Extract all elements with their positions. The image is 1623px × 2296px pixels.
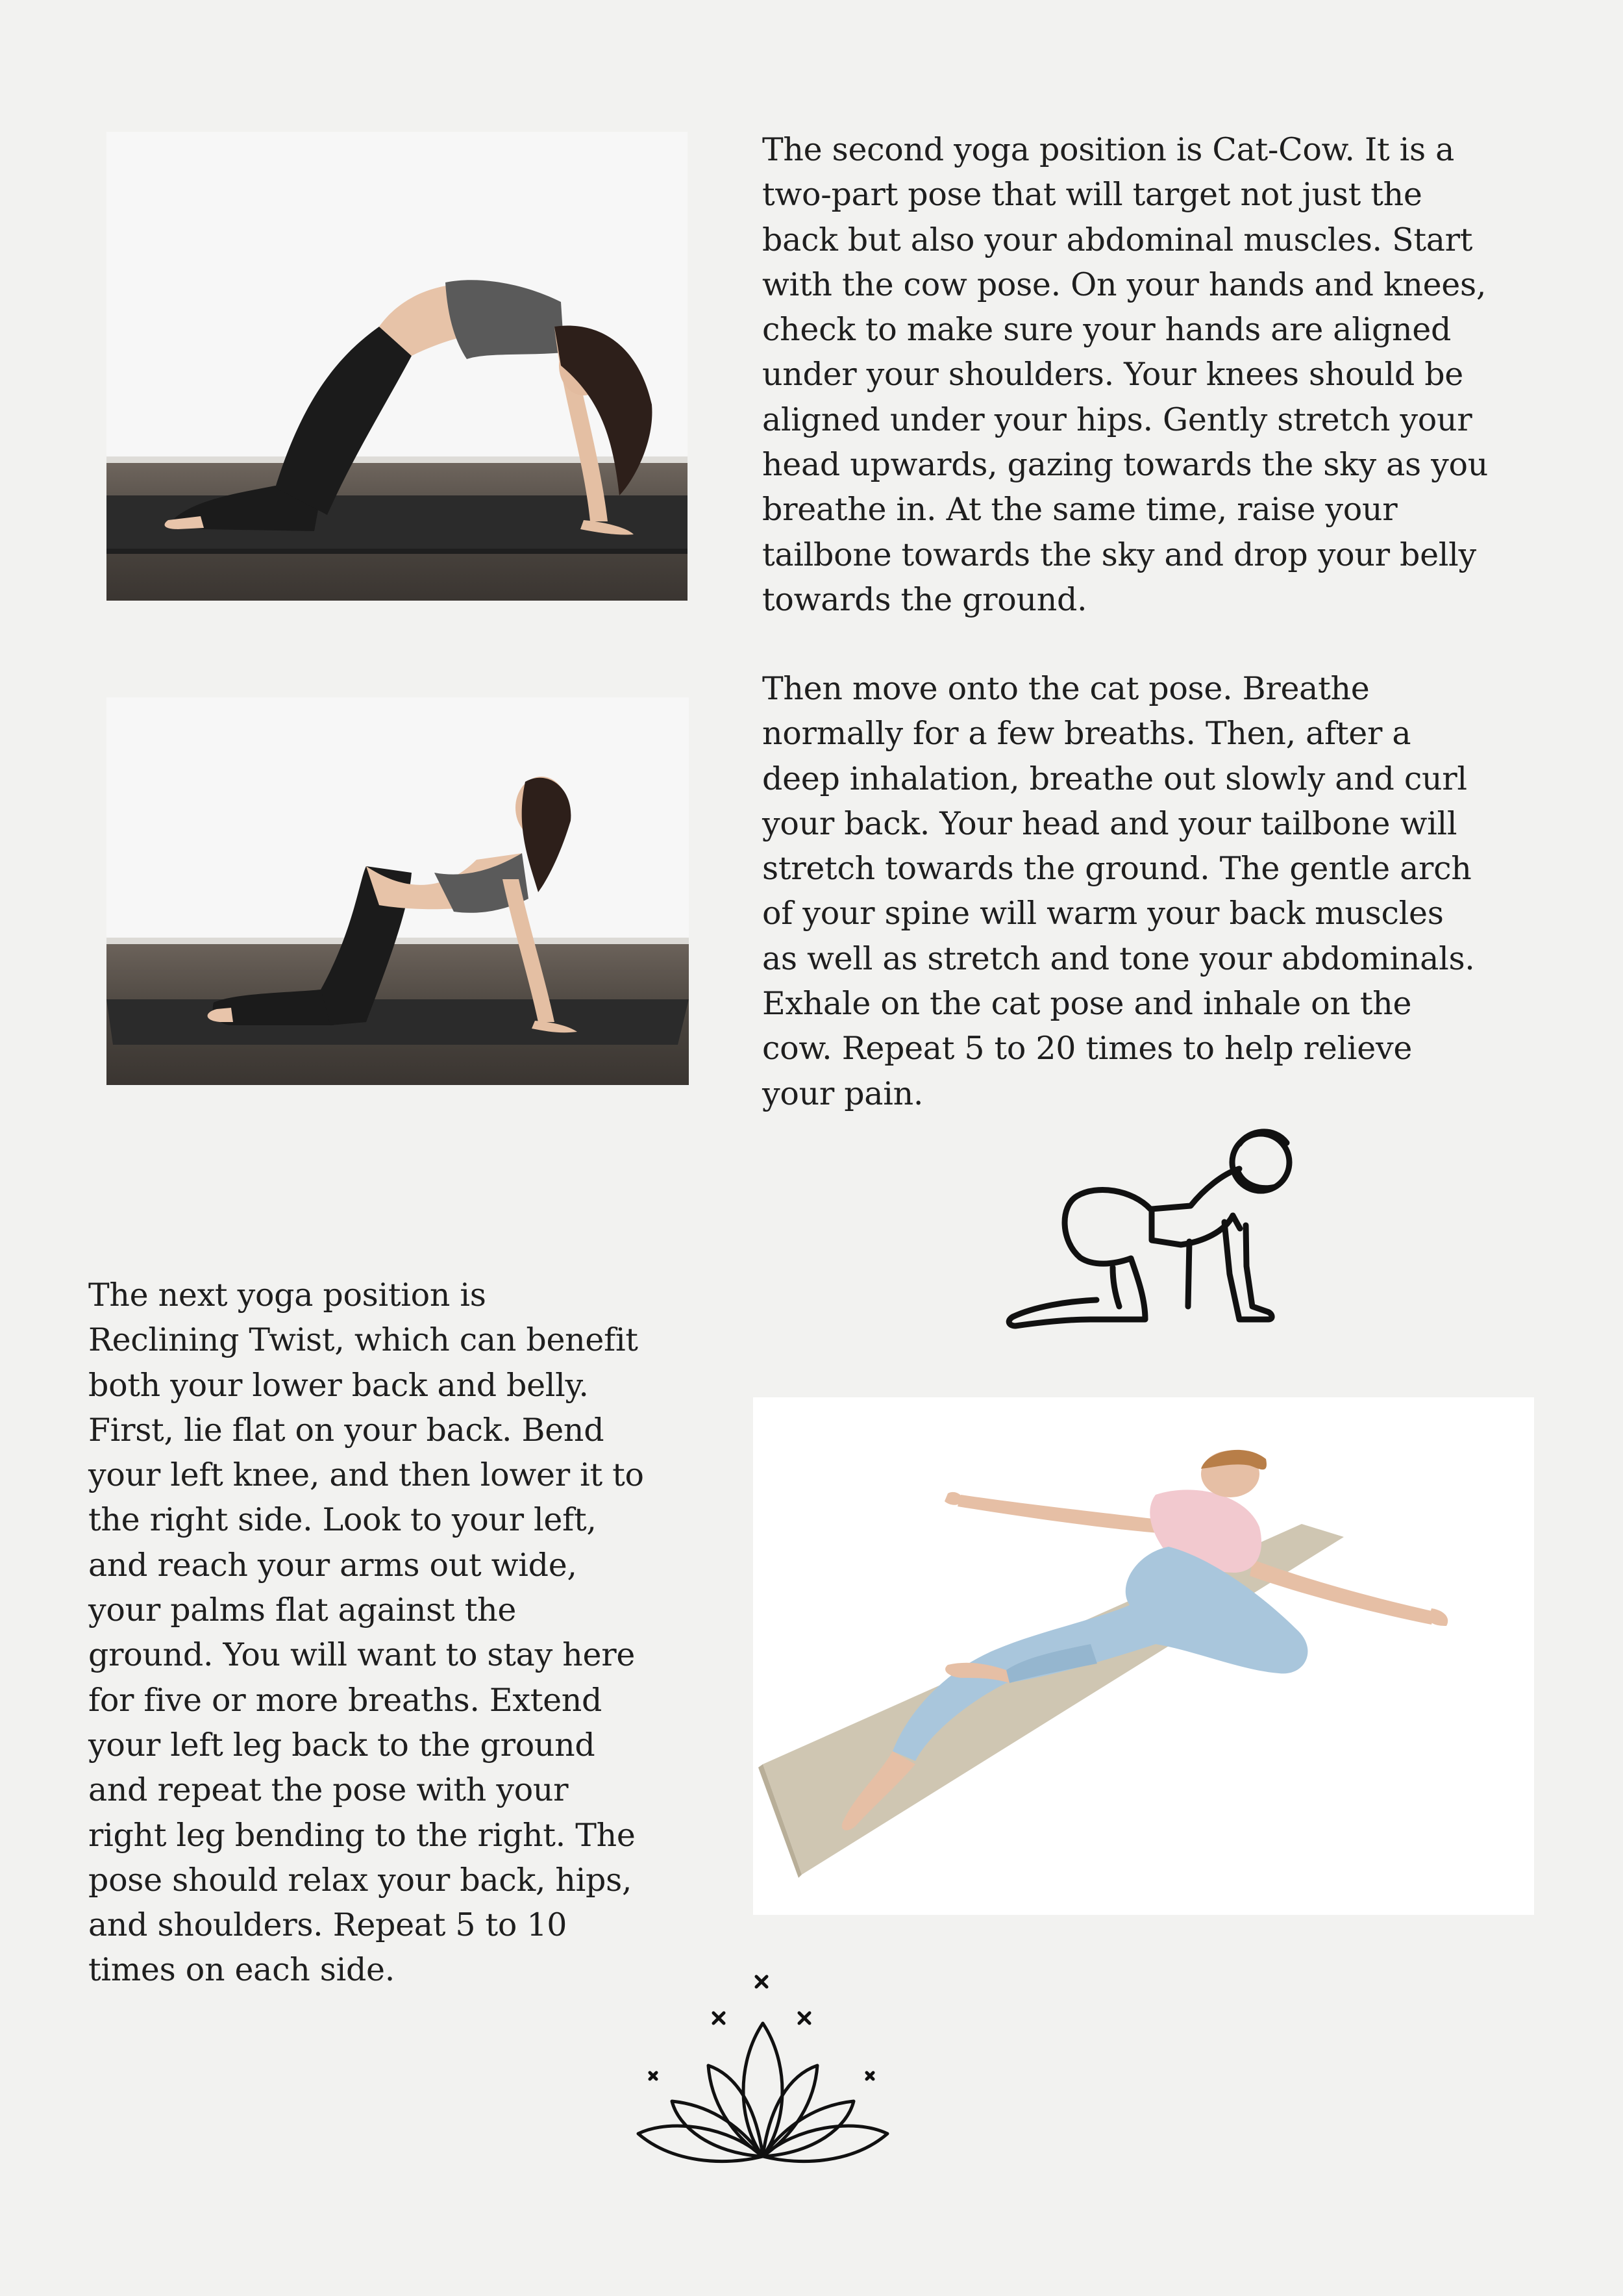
text-line: head upwards, gazing towards the sky as you — [762, 446, 1489, 484]
text-line: and reach your arms out wide, — [88, 1546, 577, 1584]
text-line: with the cow pose. On your hands and knees, — [762, 266, 1487, 303]
text-line: stretch towards the ground. The gentle arch — [762, 850, 1472, 888]
text-line: The second yoga position is Cat-Cow. It is a — [762, 131, 1455, 168]
text-line: check to make sure your hands are aligned — [762, 311, 1452, 349]
text-line: your palms flat against the — [88, 1591, 517, 1629]
text-line: aligned under your hips. Gently stretch your — [762, 401, 1472, 438]
reclining-twist-photo — [753, 1397, 1534, 1915]
text-line: your back. Your head and your tailbone will — [762, 805, 1457, 842]
text-line: your left leg back to the ground — [88, 1726, 595, 1764]
text-line: your left knee, and then lower it to — [88, 1456, 644, 1494]
text-line: Exhale on the cat pose and inhale on the — [762, 985, 1412, 1023]
text-line: times on each side. — [88, 1951, 395, 1989]
text-line: First, lie flat on your back. Bend — [88, 1411, 604, 1449]
text-line: your pain. — [762, 1075, 924, 1112]
catcow-intro-paragraph — [762, 127, 1488, 622]
text-line: under your shoulders. Your knees should be — [762, 356, 1463, 393]
text-line: back but also your abdominal muscles. Start — [762, 221, 1473, 258]
text-line: Reclining Twist, which can benefit — [88, 1321, 638, 1359]
text-line: the right side. Look to your left, — [88, 1501, 597, 1539]
text-line: deep inhalation, breathe out slowly and curl — [762, 760, 1467, 797]
text-line: for five or more breaths. Extend — [88, 1681, 602, 1719]
text-line: of your spine will warm your back muscles — [762, 895, 1444, 932]
cat-pose-paragraph — [762, 666, 1475, 1116]
text-line: The next yoga position is — [88, 1277, 486, 1314]
reclining-twist-paragraph — [88, 1273, 644, 1993]
cat-pose-photo — [106, 132, 688, 601]
text-line: both your lower back and belly. — [88, 1366, 589, 1404]
cow-pose-photo — [106, 697, 689, 1085]
text-line: and shoulders. Repeat 5 to 10 — [88, 1906, 567, 1944]
text-line: two-part pose that will target not just the — [762, 176, 1422, 214]
text-line: cow. Repeat 5 to 20 times to help relieve — [762, 1030, 1413, 1067]
cat-cow-pose-icon — [983, 1112, 1302, 1338]
text-line: pose should relax your back, hips, — [88, 1861, 632, 1899]
text-line: tailbone towards the sky and drop your belly — [762, 536, 1476, 573]
text-line: ground. You will want to stay here — [88, 1636, 636, 1674]
lotus-flower-icon — [633, 1971, 893, 2166]
text-line: normally for a few breaths. Then, after a — [762, 715, 1411, 753]
text-line: Then move onto the cat pose. Breathe — [762, 670, 1370, 707]
text-line: as well as stretch and tone your abdominals. — [762, 940, 1475, 977]
text-line: towards the ground. — [762, 580, 1087, 618]
text-line: breathe in. At the same time, raise your — [762, 491, 1398, 529]
text-line: right leg bending to the right. The — [88, 1816, 636, 1854]
text-line: and repeat the pose with your — [88, 1771, 569, 1809]
